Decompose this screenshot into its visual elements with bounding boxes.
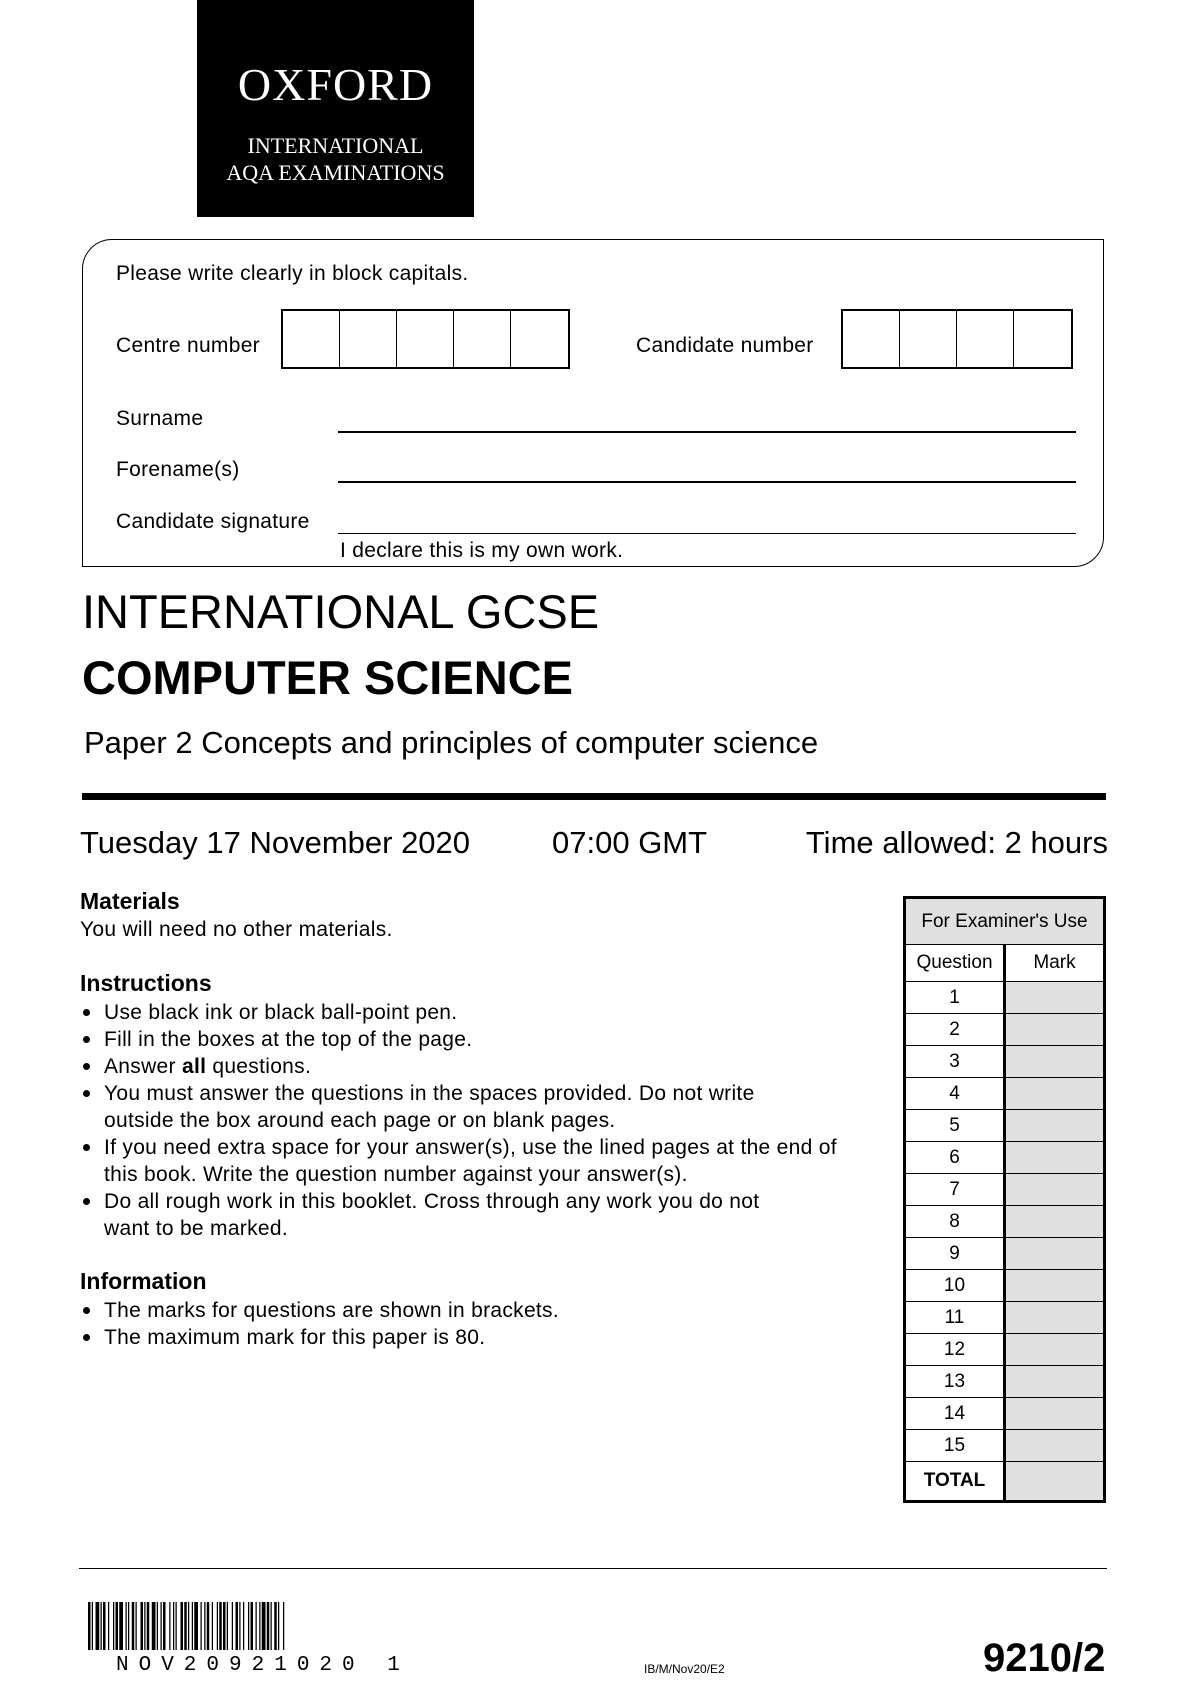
question-number: 1 (905, 982, 1005, 1014)
mark-cell (1005, 1174, 1105, 1206)
mark-cell (1005, 1046, 1105, 1078)
barcode-bar (192, 1602, 193, 1650)
question-number: 3 (905, 1046, 1005, 1078)
mark-cell (1005, 1366, 1105, 1398)
barcode-bar (259, 1602, 260, 1650)
question-number: 9 (905, 1238, 1005, 1270)
candidate-number-digit-box[interactable] (957, 311, 1014, 367)
barcode-bar (144, 1602, 145, 1650)
logo-subtitle (197, 132, 474, 186)
question-row (905, 1430, 1105, 1462)
barcode-bar (132, 1602, 135, 1650)
mark-cell (1005, 1206, 1105, 1238)
centre-number-digit-box[interactable] (511, 311, 568, 367)
barcode-bar (262, 1602, 266, 1650)
barcode-bar (267, 1602, 270, 1650)
barcode-bar (232, 1602, 233, 1650)
barcode-bar (207, 1602, 210, 1650)
barcode-bar (194, 1602, 198, 1650)
materials-text: You will need no other materials. (80, 918, 393, 941)
barcode-bar (223, 1602, 226, 1650)
question-number: 8 (905, 1206, 1005, 1238)
centre-number-digit-box[interactable] (397, 311, 454, 367)
paper-reference: IB/M/Nov20/E2 (644, 1662, 725, 1676)
forenames-label: Forename(s) (116, 458, 240, 481)
mark-cell (1005, 1430, 1105, 1462)
candidate-number-digit-box[interactable] (843, 311, 900, 367)
barcode-bar (108, 1602, 109, 1650)
paper-code: 9210/2 (983, 1636, 1106, 1680)
question-number: 7 (905, 1174, 1005, 1206)
mark-cell (1005, 1398, 1105, 1430)
logo-line-aqa: AQA EXAMINATIONS (226, 160, 445, 185)
barcode-bar (271, 1602, 272, 1650)
instructions-list (80, 999, 880, 1242)
mark-cell (1005, 1334, 1105, 1366)
information-list (80, 1297, 880, 1351)
barcode-bar (217, 1602, 218, 1650)
information-item: The marks for questions are shown in brackets. (80, 1297, 880, 1324)
exam-date: Tuesday 17 November 2020 (80, 825, 471, 860)
materials-heading: Materials (80, 888, 180, 914)
question-row (905, 1366, 1105, 1398)
question-number: 11 (905, 1302, 1005, 1334)
instruction-item: If you need extra space for your answer(s), use the lined pages at the end of this book. Write the question number against your answer(s). (80, 1134, 880, 1188)
total-label: TOTAL (905, 1462, 1005, 1502)
barcode-bar (141, 1602, 144, 1650)
mark-cell (1005, 1302, 1105, 1334)
centre-number-digit-box[interactable] (454, 311, 511, 367)
barcode (88, 1602, 470, 1650)
barcode-bar (88, 1602, 91, 1650)
barcode-bar (116, 1602, 119, 1650)
information-item: The maximum mark for this paper is 80. (80, 1324, 880, 1351)
candidate-number-digit-box[interactable] (900, 311, 957, 367)
instruction-item: Do all rough work in this booklet. Cross through any work you do not want to be marked. (80, 1188, 880, 1242)
centre-number-label: Centre number (116, 334, 260, 357)
question-row (905, 1238, 1105, 1270)
candidate-number-label: Candidate number (636, 334, 814, 357)
barcode-bar (161, 1602, 162, 1650)
question-row (905, 1334, 1105, 1366)
block-capitals-instruction: Please write clearly in block capitals. (116, 262, 469, 285)
barcode-bar (219, 1602, 222, 1650)
barcode-bar (239, 1602, 240, 1650)
question-row (905, 1078, 1105, 1110)
barcode-number: NOV20921020 1 (116, 1654, 410, 1677)
question-number: 15 (905, 1430, 1005, 1462)
signature-label: Candidate signature (116, 510, 310, 533)
question-row (905, 982, 1105, 1014)
barcode-bar (201, 1602, 202, 1650)
question-rows (905, 982, 1105, 1462)
question-row (905, 1174, 1105, 1206)
barcode-bar (126, 1602, 127, 1650)
qualification-title: INTERNATIONAL GCSE (82, 585, 600, 638)
question-number: 4 (905, 1078, 1005, 1110)
mark-cell (1005, 1014, 1105, 1046)
centre-number-digit-box[interactable] (340, 311, 397, 367)
barcode-bar (157, 1602, 158, 1650)
mark-cell (1005, 1238, 1105, 1270)
barcode-bar (176, 1602, 177, 1650)
instruction-item: Fill in the boxes at the top of the page. (80, 1026, 880, 1053)
question-row (905, 1046, 1105, 1078)
logo-oxford-text: OXFORD (237, 59, 434, 110)
information-heading: Information (80, 1268, 207, 1294)
barcode-bar (128, 1602, 129, 1650)
centre-number-boxes[interactable] (281, 309, 570, 369)
barcode-bar (188, 1602, 189, 1650)
barcode-bar (251, 1602, 254, 1650)
instruction-item: Use black ink or black ball-point pen. (80, 999, 880, 1026)
barcode-bar (212, 1602, 213, 1650)
question-row (905, 1270, 1105, 1302)
question-number: 12 (905, 1334, 1005, 1366)
barcode-bar (248, 1602, 249, 1650)
surname-label: Surname (116, 407, 204, 430)
question-number: 14 (905, 1398, 1005, 1430)
barcode-bar (103, 1602, 106, 1650)
question-row (905, 1110, 1105, 1142)
question-number: 10 (905, 1270, 1005, 1302)
surname-line[interactable] (338, 431, 1076, 433)
barcode-bar (152, 1602, 156, 1650)
barcode-bar (96, 1602, 100, 1650)
barcode-bar (163, 1602, 166, 1650)
barcode-bar (119, 1602, 123, 1650)
barcode-bar (173, 1602, 174, 1650)
question-column-header: Question (905, 945, 1005, 982)
barcode-bar (136, 1602, 137, 1650)
mark-cell (1005, 1110, 1105, 1142)
question-row (905, 1302, 1105, 1334)
logo-line-international: INTERNATIONAL (247, 133, 424, 158)
question-number: 5 (905, 1110, 1005, 1142)
barcode-bar (204, 1602, 205, 1650)
footer-divider (79, 1568, 1107, 1569)
instruction-item: You must answer the questions in the spaces provided. Do not write outside the box around each page or on blank pages. (80, 1080, 880, 1134)
question-number: 13 (905, 1366, 1005, 1398)
total-mark-cell (1005, 1462, 1105, 1502)
mark-column-header: Mark (1005, 945, 1105, 982)
barcode-bar (278, 1602, 279, 1650)
barcode-bar (101, 1602, 102, 1650)
barcode-bar (92, 1602, 93, 1650)
oxford-aqa-logo (197, 0, 474, 217)
question-row (905, 1398, 1105, 1430)
instructions-heading: Instructions (80, 970, 212, 996)
time-allowed: Time allowed: 2 hours (805, 825, 1108, 860)
barcode-bar (147, 1602, 150, 1650)
barcode-bar (181, 1602, 184, 1650)
emphasis-all: all (181, 1055, 207, 1078)
barcode-bar (243, 1602, 244, 1650)
exam-time: 07:00 GMT (552, 825, 708, 860)
mark-cell (1005, 982, 1105, 1014)
title-divider (82, 793, 1106, 800)
subject-title: COMPUTER SCIENCE (82, 651, 573, 704)
candidate-number-digit-box[interactable] (1014, 311, 1071, 367)
examiners-use-title: For Examiner's Use (905, 898, 1105, 945)
question-number: 2 (905, 1014, 1005, 1046)
barcode-bar (184, 1602, 187, 1650)
barcode-bar (283, 1602, 284, 1650)
question-row (905, 1206, 1105, 1238)
question-row (905, 1142, 1105, 1174)
paper-title: Paper 2 Concepts and principles of computer science (84, 725, 819, 760)
question-number: 6 (905, 1142, 1005, 1174)
signature-line[interactable] (338, 533, 1076, 534)
barcode-bar (256, 1602, 257, 1650)
forenames-line[interactable] (338, 481, 1076, 483)
examiners-use-table (903, 896, 1106, 1503)
barcode-bar (274, 1602, 277, 1650)
mark-cell (1005, 1270, 1105, 1302)
barcode-bar (169, 1602, 170, 1650)
centre-number-digit-box[interactable] (283, 311, 340, 367)
mark-cell (1005, 1142, 1105, 1174)
question-row (905, 1014, 1105, 1046)
barcode-bar (227, 1602, 228, 1650)
barcode-bar (113, 1602, 114, 1650)
instruction-item: Answer all questions. (80, 1053, 880, 1080)
mark-cell (1005, 1078, 1105, 1110)
declaration-text: I declare this is my own work. (340, 539, 624, 562)
barcode-bar (236, 1602, 239, 1650)
candidate-number-boxes[interactable] (841, 309, 1073, 369)
